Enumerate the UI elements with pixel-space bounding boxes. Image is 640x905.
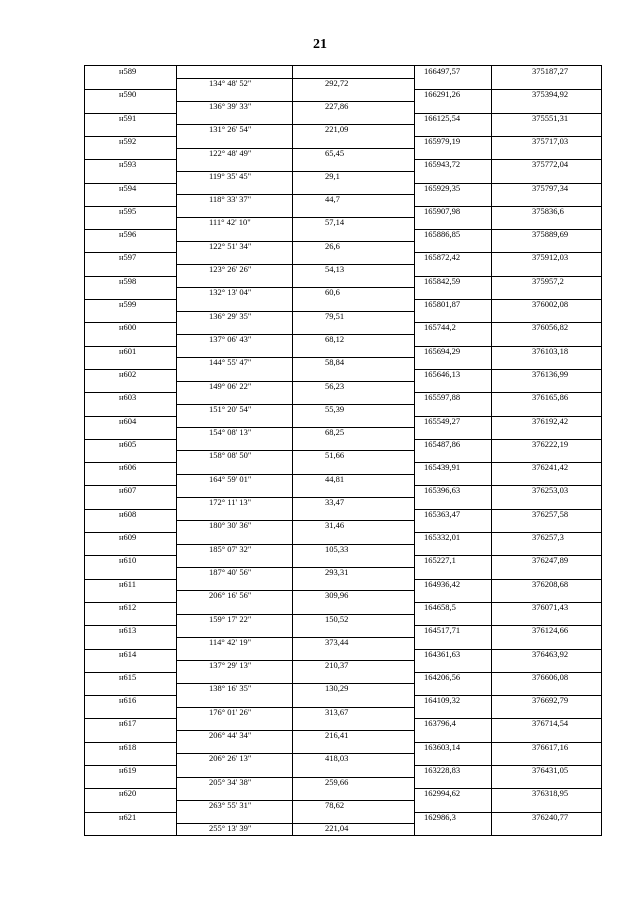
segment-length: 51,66 bbox=[325, 450, 345, 461]
x-coordinate: 164361,63 bbox=[424, 648, 461, 659]
point-label: н618 bbox=[119, 741, 137, 752]
direction-angle: 187° 40' 56" bbox=[209, 566, 252, 577]
segment-length: 29,1 bbox=[325, 170, 340, 181]
y-coordinate: 375912,03 bbox=[532, 252, 569, 263]
point-label: н592 bbox=[119, 135, 137, 146]
segment-length: 58,84 bbox=[325, 357, 345, 368]
direction-angle: 255° 13' 39" bbox=[209, 823, 252, 834]
segment-length: 313,67 bbox=[325, 706, 349, 717]
x-coordinate: 165646,13 bbox=[424, 368, 461, 379]
direction-angle: 158° 08' 50" bbox=[209, 450, 252, 461]
segment-length: 150,52 bbox=[325, 613, 349, 624]
y-coordinate: 376241,42 bbox=[532, 462, 569, 473]
segment-length: 44,81 bbox=[325, 473, 345, 484]
y-coordinate: 376208,68 bbox=[532, 578, 569, 589]
y-coordinate: 376124,66 bbox=[532, 625, 569, 636]
y-coordinate: 376056,82 bbox=[532, 322, 569, 333]
y-coordinate: 375889,69 bbox=[532, 229, 569, 240]
y-coordinate: 376714,54 bbox=[532, 718, 569, 729]
segment-length: 79,51 bbox=[325, 310, 345, 321]
x-coordinate: 164936,42 bbox=[424, 578, 461, 589]
point-label: н599 bbox=[119, 299, 137, 309]
point-label: н595 bbox=[119, 205, 137, 216]
x-coordinate: 165597,88 bbox=[424, 392, 461, 403]
point-label: н607 bbox=[119, 485, 137, 496]
y-coordinate: 376606,08 bbox=[532, 671, 569, 682]
direction-angle: 134° 48' 52" bbox=[209, 77, 252, 88]
point-label: н617 bbox=[119, 718, 137, 729]
point-label: н603 bbox=[119, 392, 137, 403]
direction-angle: 114° 42' 19" bbox=[209, 636, 252, 647]
direction-angle: 136° 39' 33" bbox=[209, 100, 252, 111]
point-label: н604 bbox=[119, 415, 137, 426]
segment-length: 68,25 bbox=[325, 427, 345, 438]
y-coordinate: 376257,58 bbox=[532, 508, 569, 519]
segment-length: 221,09 bbox=[325, 124, 349, 135]
y-coordinate: 375797,34 bbox=[532, 182, 569, 193]
x-coordinate: 165549,27 bbox=[424, 415, 461, 426]
y-coordinate: 376240,77 bbox=[532, 811, 569, 822]
x-coordinate: 166497,57 bbox=[424, 66, 461, 76]
direction-angle: 164° 59' 01" bbox=[209, 473, 252, 484]
segment-length: 68,12 bbox=[325, 333, 345, 344]
direction-angle: 151° 20' 54" bbox=[209, 403, 252, 414]
direction-angle: 154° 08' 13" bbox=[209, 427, 252, 438]
direction-angle: 180° 30' 36" bbox=[209, 520, 252, 531]
y-coordinate: 376222,19 bbox=[532, 438, 569, 449]
point-label: н597 bbox=[119, 252, 137, 263]
y-coordinate: 375772,04 bbox=[532, 159, 569, 170]
segment-length: 56,23 bbox=[325, 380, 345, 391]
x-coordinate: 165943,72 bbox=[424, 159, 461, 170]
y-coordinate: 375957,2 bbox=[532, 275, 564, 286]
point-label: н606 bbox=[119, 462, 137, 473]
segment-length: 227,86 bbox=[325, 100, 349, 111]
segment-length: 259,66 bbox=[325, 776, 349, 787]
segment-length: 210,37 bbox=[325, 660, 349, 671]
direction-angle: 132° 13' 04" bbox=[209, 287, 252, 298]
y-coordinate: 376253,03 bbox=[532, 485, 569, 496]
point-label: н600 bbox=[119, 322, 137, 333]
direction-angle: 206° 16' 56" bbox=[209, 590, 252, 601]
y-coordinate: 376136,99 bbox=[532, 368, 569, 379]
page-number: 21 bbox=[313, 37, 327, 52]
y-coordinate: 375836,6 bbox=[532, 205, 564, 216]
segment-length: 44,7 bbox=[325, 194, 340, 205]
segment-length: 54,13 bbox=[325, 264, 345, 275]
direction-angle: 137° 29' 13" bbox=[209, 660, 252, 671]
point-label: н614 bbox=[119, 648, 137, 659]
point-label: н591 bbox=[119, 112, 137, 123]
x-coordinate: 165886,85 bbox=[424, 229, 461, 240]
point-label: н610 bbox=[119, 555, 137, 566]
y-coordinate: 376192,42 bbox=[532, 415, 569, 426]
direction-angle: 206° 44' 34" bbox=[209, 730, 252, 741]
x-coordinate: 163603,14 bbox=[424, 741, 461, 752]
x-coordinate: 165487,86 bbox=[424, 438, 461, 449]
segment-length: 60,6 bbox=[325, 287, 340, 298]
segment-length: 105,33 bbox=[325, 543, 349, 554]
direction-angle: 176° 01' 26" bbox=[209, 706, 252, 717]
segment-length: 26,6 bbox=[325, 240, 340, 251]
segment-length: 373,44 bbox=[325, 636, 349, 647]
point-label: н608 bbox=[119, 508, 137, 519]
x-coordinate: 165396,63 bbox=[424, 485, 461, 496]
y-coordinate: 375187,27 bbox=[532, 66, 569, 76]
segment-length: 31,46 bbox=[325, 520, 345, 531]
point-label: н616 bbox=[119, 695, 137, 706]
x-coordinate: 164658,5 bbox=[424, 601, 456, 612]
y-coordinate: 376071,43 bbox=[532, 601, 569, 612]
direction-angle: 185° 07' 32" bbox=[209, 543, 252, 554]
direction-angle: 263° 55' 31" bbox=[209, 799, 252, 810]
x-coordinate: 165842,59 bbox=[424, 275, 461, 286]
y-coordinate: 376617,16 bbox=[532, 741, 569, 752]
segment-length: 293,31 bbox=[325, 566, 349, 577]
x-coordinate: 166125,54 bbox=[424, 112, 461, 123]
point-label: н596 bbox=[119, 229, 137, 240]
point-label: н598 bbox=[119, 275, 137, 286]
direction-angle: 205° 34' 38" bbox=[209, 776, 252, 787]
y-coordinate: 376257,3 bbox=[532, 532, 564, 542]
y-coordinate: 376431,05 bbox=[532, 765, 569, 775]
direction-angle: 122° 48' 49" bbox=[209, 147, 252, 158]
segment-length: 33,47 bbox=[325, 497, 345, 508]
segment-length: 65,45 bbox=[325, 147, 345, 158]
point-label: н601 bbox=[119, 345, 137, 356]
point-label: н619 bbox=[119, 765, 137, 775]
x-coordinate: 165744,2 bbox=[424, 322, 456, 333]
x-coordinate: 163228,83 bbox=[424, 765, 461, 775]
point-label: н620 bbox=[119, 788, 137, 799]
point-label: н593 bbox=[119, 159, 137, 170]
point-label: н590 bbox=[119, 89, 137, 100]
x-coordinate: 162994,62 bbox=[424, 788, 461, 799]
point-label: н613 bbox=[119, 625, 137, 636]
direction-angle: 159° 17' 22" bbox=[209, 613, 252, 624]
point-label: н594 bbox=[119, 182, 137, 193]
x-coordinate: 162986,3 bbox=[424, 811, 456, 822]
direction-angle: 138° 16' 35" bbox=[209, 683, 252, 694]
coordinates-table bbox=[84, 65, 602, 836]
direction-angle: 118° 33' 37" bbox=[209, 194, 252, 205]
direction-angle: 123° 26' 26" bbox=[209, 264, 252, 275]
direction-angle: 206° 26' 13" bbox=[209, 753, 252, 764]
x-coordinate: 165929,35 bbox=[424, 182, 461, 193]
point-label: н615 bbox=[119, 671, 137, 682]
segment-length: 216,41 bbox=[325, 730, 349, 741]
direction-angle: 137° 06' 43" bbox=[209, 333, 252, 344]
point-label: н611 bbox=[119, 578, 136, 589]
direction-angle: 149° 06' 22" bbox=[209, 380, 252, 391]
x-coordinate: 165907,98 bbox=[424, 205, 461, 216]
x-coordinate: 166291,26 bbox=[424, 89, 461, 100]
y-coordinate: 376002,08 bbox=[532, 299, 569, 309]
segment-length: 55,39 bbox=[325, 403, 345, 414]
segment-length: 78,62 bbox=[325, 799, 345, 810]
direction-angle: 172° 11' 13" bbox=[209, 497, 252, 508]
x-coordinate: 165872,42 bbox=[424, 252, 461, 263]
y-coordinate: 376247,89 bbox=[532, 555, 569, 566]
x-coordinate: 163796,4 bbox=[424, 718, 456, 729]
y-coordinate: 376318,95 bbox=[532, 788, 569, 799]
y-coordinate: 376463,92 bbox=[532, 648, 569, 659]
x-coordinate: 165694,29 bbox=[424, 345, 461, 356]
x-coordinate: 164109,32 bbox=[424, 695, 461, 706]
direction-angle: 119° 35' 45" bbox=[209, 170, 252, 181]
segment-length: 221,04 bbox=[325, 823, 349, 834]
y-coordinate: 375717,03 bbox=[532, 135, 569, 146]
column-divider bbox=[491, 66, 492, 835]
segment-length: 57,14 bbox=[325, 217, 345, 228]
x-coordinate: 165332,01 bbox=[424, 532, 461, 542]
point-label: н605 bbox=[119, 438, 137, 449]
segment-length: 418,03 bbox=[325, 753, 349, 764]
point-label: н609 bbox=[119, 532, 137, 542]
direction-angle: 131° 26' 54" bbox=[209, 124, 252, 135]
direction-angle: 136° 29' 35" bbox=[209, 310, 252, 321]
x-coordinate: 164517,71 bbox=[424, 625, 461, 636]
point-label: н589 bbox=[119, 66, 137, 76]
direction-angle: 144° 55' 47" bbox=[209, 357, 252, 368]
segment-length: 130,29 bbox=[325, 683, 349, 694]
segment-length: 309,96 bbox=[325, 590, 349, 601]
point-label: н621 bbox=[119, 811, 137, 822]
point-label: н612 bbox=[119, 601, 137, 612]
column-divider bbox=[414, 66, 415, 835]
y-coordinate: 376103,18 bbox=[532, 345, 569, 356]
y-coordinate: 375551,31 bbox=[532, 112, 569, 123]
segment-length: 292,72 bbox=[325, 77, 349, 88]
x-coordinate: 165227,1 bbox=[424, 555, 456, 566]
y-coordinate: 375394,92 bbox=[532, 89, 569, 100]
x-coordinate: 165979,19 bbox=[424, 135, 461, 146]
direction-angle: 111° 42' 10" bbox=[209, 217, 251, 228]
x-coordinate: 165801,87 bbox=[424, 299, 461, 309]
y-coordinate: 376692,79 bbox=[532, 695, 569, 706]
x-coordinate: 165439,91 bbox=[424, 462, 461, 473]
x-coordinate: 164206,56 bbox=[424, 671, 461, 682]
direction-angle: 122° 51' 34" bbox=[209, 240, 252, 251]
y-coordinate: 376165,86 bbox=[532, 392, 569, 403]
x-coordinate: 165363,47 bbox=[424, 508, 461, 519]
point-label: н602 bbox=[119, 368, 137, 379]
